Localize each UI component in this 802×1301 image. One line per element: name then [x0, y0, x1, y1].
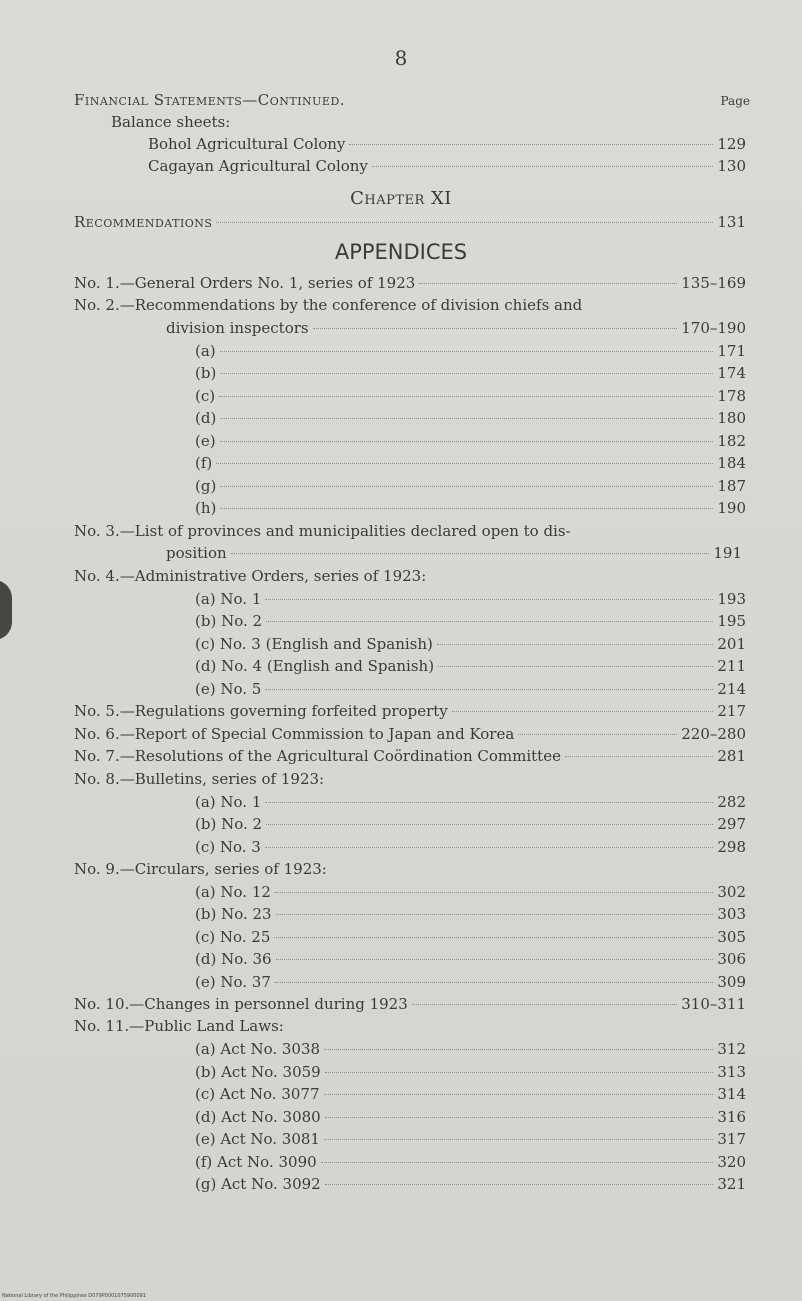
dot-leader — [220, 486, 713, 487]
dot-leader — [265, 689, 713, 690]
toc-heading — [74, 1016, 284, 1036]
dot-leader — [216, 463, 713, 464]
entry-label: (c) Act No. 3077 — [195, 1085, 320, 1103]
toc-subentry — [195, 972, 746, 992]
toc-subentry — [195, 792, 746, 812]
entry-label: position — [166, 544, 227, 562]
toc-subentry — [195, 363, 746, 383]
entry-label: No. 2.—Recommendations by the conference of division chiefs and — [74, 296, 583, 314]
entry-label: (e) Act No. 3081 — [195, 1130, 320, 1148]
dot-leader — [220, 373, 713, 374]
dot-leader — [452, 711, 714, 712]
chapter-title: Chapter XI — [350, 188, 452, 209]
entry-label: (c) No. 25 — [195, 928, 271, 946]
entry-label: (e) No. 5 — [195, 680, 262, 698]
page-ref: 320 — [717, 1153, 746, 1171]
dot-leader — [349, 144, 713, 145]
entry-label: (d) Act No. 3080 — [195, 1108, 321, 1126]
toc-entry — [74, 212, 746, 232]
dot-leader — [266, 621, 713, 622]
toc-entry — [74, 701, 746, 721]
toc-subentry — [195, 927, 746, 947]
entry-label: No. 8.—Bulletins, series of 1923: — [74, 770, 325, 788]
page-ref: 184 — [717, 454, 746, 472]
toc-subentry — [195, 476, 746, 496]
toc-subentry — [195, 904, 746, 924]
dot-leader — [438, 666, 713, 667]
toc-subentry — [195, 611, 746, 631]
toc-entry-line — [74, 521, 746, 541]
page-number: 8 — [394, 46, 408, 70]
toc-subentry — [195, 1062, 746, 1082]
page-ref: 190 — [717, 499, 746, 517]
page-ref: 193 — [717, 590, 746, 608]
page-ref: 312 — [717, 1040, 746, 1058]
dot-leader — [324, 1049, 713, 1050]
toc-entry — [74, 746, 746, 766]
page-ref: 170–190 — [681, 319, 746, 337]
page-ref: 297 — [717, 815, 746, 833]
entry-label: Recommendations — [74, 213, 213, 231]
dot-leader — [265, 847, 714, 848]
entry-label: (b) — [195, 364, 217, 382]
page-ref: 313 — [717, 1063, 746, 1081]
page-ref: 171 — [717, 342, 746, 360]
toc-subentry — [195, 408, 746, 428]
dot-leader — [276, 959, 714, 960]
toc-subentry — [195, 679, 746, 699]
dot-leader — [313, 328, 678, 329]
entry-label: (a) No. 12 — [195, 883, 271, 901]
dot-leader — [275, 982, 713, 983]
page-ref: 135–169 — [681, 274, 746, 292]
page-ref: 306 — [717, 950, 746, 968]
toc-entry — [74, 994, 746, 1014]
toc-entry-line — [74, 295, 746, 315]
dot-leader — [266, 824, 713, 825]
entry-label: Cagayan Agricultural Colony — [148, 157, 368, 175]
entry-label: (b) No. 23 — [195, 905, 272, 923]
page-ref: 201 — [717, 635, 746, 653]
page-ref: 129 — [717, 135, 746, 153]
page-ref: 282 — [717, 793, 746, 811]
dot-leader — [231, 553, 710, 554]
entry-label: No. 7.—Resolutions of the Agricultural Coördination Committee — [74, 747, 561, 765]
entry-label: division inspectors — [166, 319, 309, 337]
section-title: Financial Statements—Continued. — [74, 91, 346, 109]
toc-subentry — [195, 498, 746, 518]
balance-sheets-heading — [111, 112, 230, 132]
dot-leader — [565, 756, 713, 757]
toc-subentry — [195, 431, 746, 451]
dot-leader — [412, 1004, 677, 1005]
dot-leader — [321, 1162, 714, 1163]
toc-subentry — [195, 837, 746, 857]
toc-heading — [74, 566, 426, 586]
page-ref: 310–311 — [681, 995, 746, 1013]
page-ref: 317 — [717, 1130, 746, 1148]
entry-label: (d) — [195, 409, 217, 427]
dot-leader — [265, 599, 713, 600]
page-ref: 178 — [717, 387, 746, 405]
page-ref: 303 — [717, 905, 746, 923]
toc-subentry — [195, 1084, 746, 1104]
entry-label: (c) — [195, 387, 216, 405]
entry-label: Balance sheets: — [111, 113, 231, 131]
scan-shadow — [0, 580, 12, 640]
dot-leader — [324, 1139, 713, 1140]
toc-subentry — [195, 1107, 746, 1127]
page-ref: 302 — [717, 883, 746, 901]
dot-leader — [325, 1184, 714, 1185]
dot-leader — [220, 351, 714, 352]
toc-entry — [166, 318, 746, 338]
page-ref: 180 — [717, 409, 746, 427]
dot-leader — [274, 937, 713, 938]
footer-credit: National Library of the Philippines D079P0001075900091 — [2, 1293, 146, 1299]
entry-label: (b) Act No. 3059 — [195, 1063, 321, 1081]
entry-label: (e) No. 37 — [195, 973, 271, 991]
entry-label: (f) Act No. 3090 — [195, 1153, 317, 1171]
page-ref: 182 — [717, 432, 746, 450]
entry-label: No. 9.—Circulars, series of 1923: — [74, 860, 327, 878]
toc-subentry — [195, 1174, 746, 1194]
entry-label: (e) — [195, 432, 216, 450]
page-ref: 174 — [717, 364, 746, 382]
entry-label: Bohol Agricultural Colony — [148, 135, 346, 153]
entry-label: No. 6.—Report of Special Commission to Japan and Korea — [74, 725, 515, 743]
entry-label: No. 10.—Changes in personnel during 1923 — [74, 995, 408, 1013]
entry-label: No. 5.—Regulations governing forfeited property — [74, 702, 448, 720]
dot-leader — [265, 802, 713, 803]
toc-subentry — [195, 656, 746, 676]
dot-leader — [216, 222, 713, 223]
entry-label: (a) — [195, 342, 216, 360]
toc-subentry — [195, 882, 746, 902]
entry-label: (b) No. 2 — [195, 815, 263, 833]
entry-label: (a) Act No. 3038 — [195, 1040, 321, 1058]
entry-label: (f) — [195, 454, 213, 472]
page-ref: 298 — [717, 838, 746, 856]
entry-label: (h) — [195, 499, 217, 517]
entry-label: (c) No. 3 — [195, 838, 261, 856]
toc-subentry — [195, 949, 746, 969]
toc-heading — [74, 859, 327, 879]
page-ref: 281 — [717, 747, 746, 765]
toc-subentry — [195, 589, 746, 609]
dot-leader — [219, 396, 713, 397]
toc-subentry — [195, 1152, 746, 1172]
dot-leader — [324, 1094, 714, 1095]
entry-label: No. 3.—List of provinces and municipalities declared open to dis- — [74, 522, 571, 540]
page-ref: 314 — [717, 1085, 746, 1103]
dot-leader — [325, 1117, 714, 1118]
page-ref: 309 — [717, 973, 746, 991]
page-ref: 321 — [717, 1175, 746, 1193]
page-ref: 211 — [717, 657, 746, 675]
entry-label: (c) No. 3 (English and Spanish) — [195, 635, 433, 653]
entry-label: No. 11.—Public Land Laws: — [74, 1017, 284, 1035]
appendices-title: APPENDICES — [334, 240, 468, 264]
page-column-label: Page — [720, 94, 750, 108]
dot-leader — [372, 166, 713, 167]
entry-label: (g) — [195, 477, 217, 495]
entry-label: (g) Act No. 3092 — [195, 1175, 321, 1193]
page-ref: 187 — [717, 477, 746, 495]
toc-entry — [148, 156, 746, 176]
dot-leader — [419, 283, 677, 284]
toc-subentry — [195, 1039, 746, 1059]
section-header — [74, 90, 750, 111]
entry-label: (a) No. 1 — [195, 793, 262, 811]
toc-subentry — [195, 634, 746, 654]
dot-leader — [325, 1072, 714, 1073]
page-ref: 217 — [717, 702, 746, 720]
toc-subentry — [195, 341, 746, 361]
toc-subentry — [195, 814, 746, 834]
toc-entry — [166, 543, 742, 563]
dot-leader — [276, 914, 714, 915]
page-ref: 131 — [717, 213, 746, 231]
entry-label: No. 1.—General Orders No. 1, series of 1923 — [74, 274, 416, 292]
toc-heading — [74, 769, 324, 789]
toc-entry — [74, 273, 746, 293]
entry-label: (d) No. 36 — [195, 950, 272, 968]
toc-subentry — [195, 386, 746, 406]
toc-entry — [148, 134, 746, 154]
toc-subentry — [195, 453, 746, 473]
toc-subentry — [195, 1129, 746, 1149]
entry-label: (b) No. 2 — [195, 612, 263, 630]
entry-label: (d) No. 4 (English and Spanish) — [195, 657, 435, 675]
dot-leader — [220, 418, 713, 419]
page-ref: 195 — [717, 612, 746, 630]
page-ref: 220–280 — [681, 725, 746, 743]
page-ref: 191 — [713, 544, 742, 562]
page-ref: 316 — [717, 1108, 746, 1126]
entry-label: (a) No. 1 — [195, 590, 262, 608]
dot-leader — [220, 508, 713, 509]
dot-leader — [437, 644, 713, 645]
dot-leader — [518, 734, 677, 735]
dot-leader — [275, 892, 713, 893]
page-ref: 130 — [717, 157, 746, 175]
dot-leader — [220, 441, 714, 442]
entry-label: No. 4.—Administrative Orders, series of 1923: — [74, 567, 427, 585]
page-ref: 305 — [717, 928, 746, 946]
page-ref: 214 — [717, 680, 746, 698]
toc-entry — [74, 724, 746, 744]
